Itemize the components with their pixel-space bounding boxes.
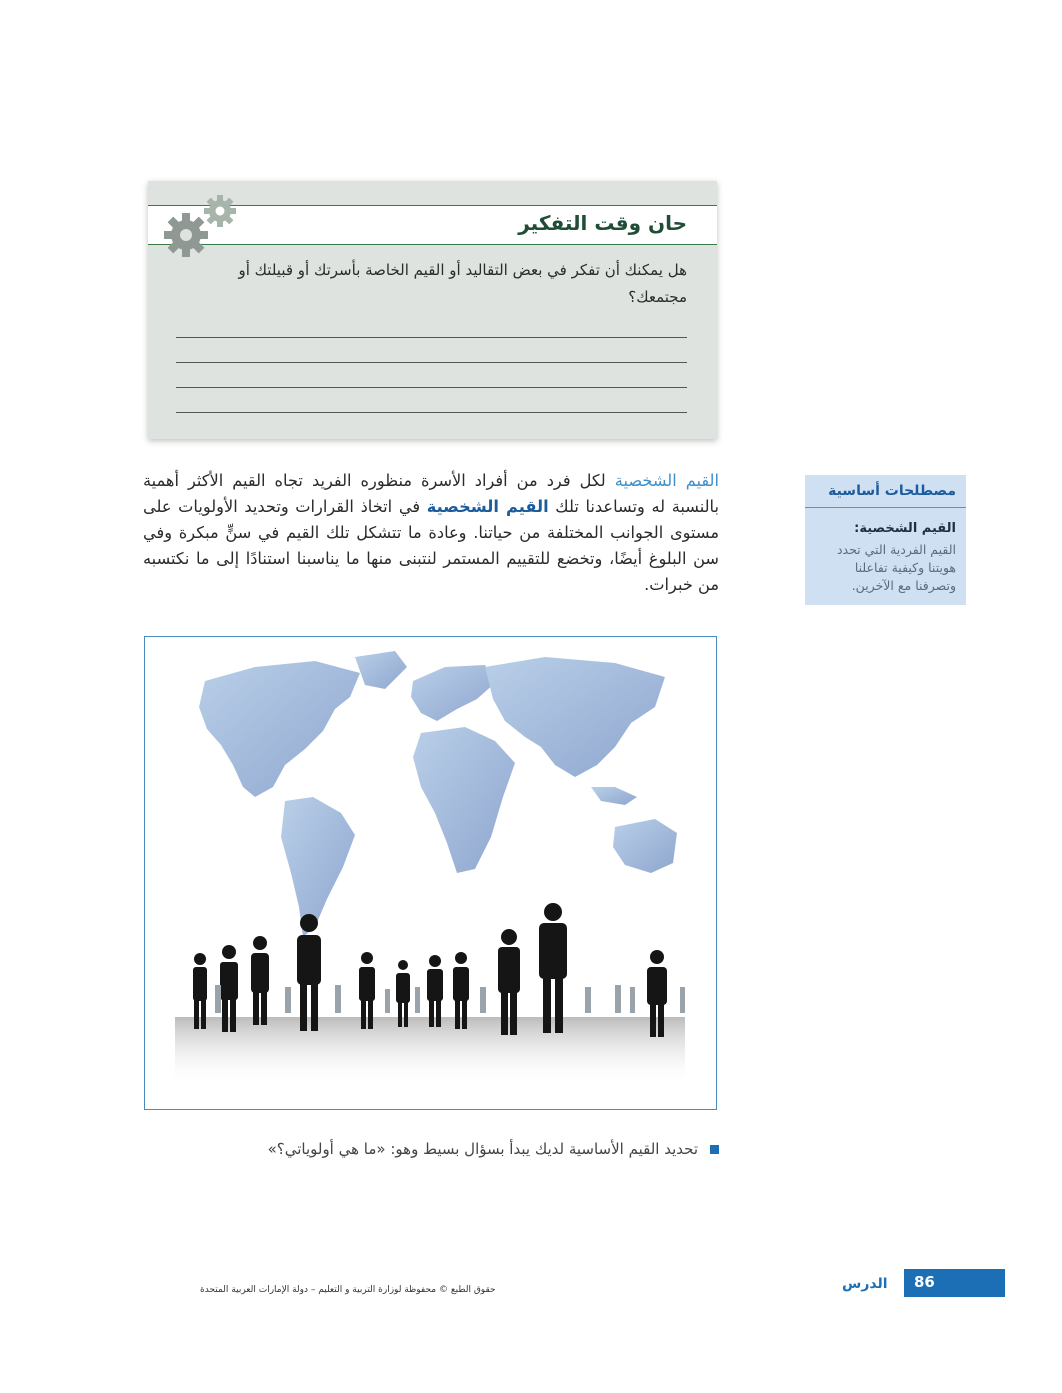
glossary-box	[805, 475, 966, 605]
glossary-divider	[805, 507, 966, 508]
people-silhouettes	[193, 903, 667, 1037]
south-america-shape	[281, 797, 355, 937]
glossary-title: مصطلحات أساسية	[828, 483, 956, 499]
europe-shape	[411, 665, 495, 721]
australia-shape	[613, 819, 677, 873]
answer-line[interactable]	[176, 362, 687, 363]
greenland-shape	[355, 651, 407, 689]
background-people	[215, 985, 685, 1013]
answer-line[interactable]	[176, 412, 687, 413]
asia-shape	[485, 657, 665, 777]
caption-text: تحديد القيم الأساسية لديك يبدأ بسؤال بسيط وهو: «ما هي أولوياتي؟»	[267, 1140, 698, 1158]
world-map-people-image	[144, 636, 717, 1110]
lesson-label: الدرس	[842, 1276, 888, 1292]
term-personal-values: القيم الشخصية	[614, 471, 719, 490]
copyright-text: حقوق الطبع © محفوظة لوزارة التربية و التعليم – دولة الإمارات العربية المتحدة	[200, 1285, 496, 1295]
africa-shape	[413, 727, 515, 873]
gears-icon	[156, 191, 246, 261]
paragraph-text: في اتخاذ القرارات وتحديد الأولويات على مستوى الجوانب المختلفة من حياتنا. وعادة ما تتشكل تلك القيم في سنٍّ مبكرة وفي سن البلوغ أيضًا، وتخضع للتقييم المستمر لنتبنى منها ما يناسبنا استنادًا إلى ما نكتسبه من خبرات.	[143, 497, 719, 594]
paragraph-text: لكل فرد من أفراد الأسرة منظوره الفريد تجاه القيم الأكثر أهمية بالنسبة له وتساعدنا تلك	[143, 471, 719, 516]
page-number-bar	[904, 1269, 1005, 1297]
answer-line[interactable]	[176, 337, 687, 338]
figure-caption	[268, 1140, 719, 1158]
think-question: هل يمكنك أن تفكر في بعض التقاليد أو القيم الخاصة بأسرتك أو قبيلتك أو مجتمعك؟	[238, 261, 687, 306]
answer-line[interactable]	[176, 387, 687, 388]
indonesia-shape	[591, 787, 637, 805]
north-america-shape	[199, 661, 360, 797]
term-personal-values-bold: القيم الشخصية	[426, 497, 549, 516]
glossary-term: القيم الشخصية:	[854, 521, 956, 536]
think-box	[148, 181, 717, 439]
world-map-illustration	[145, 637, 716, 1109]
think-box-title: حان وقت التفكير	[518, 211, 687, 235]
caption-bullet-icon	[710, 1145, 719, 1154]
glossary-definition: القيم الفردية التي تحدد هويتنا وكيفية تفاعلنا وتصرفنا مع الآخرين.	[836, 542, 956, 593]
page-number: 86	[914, 1273, 935, 1291]
main-paragraph	[143, 468, 719, 598]
